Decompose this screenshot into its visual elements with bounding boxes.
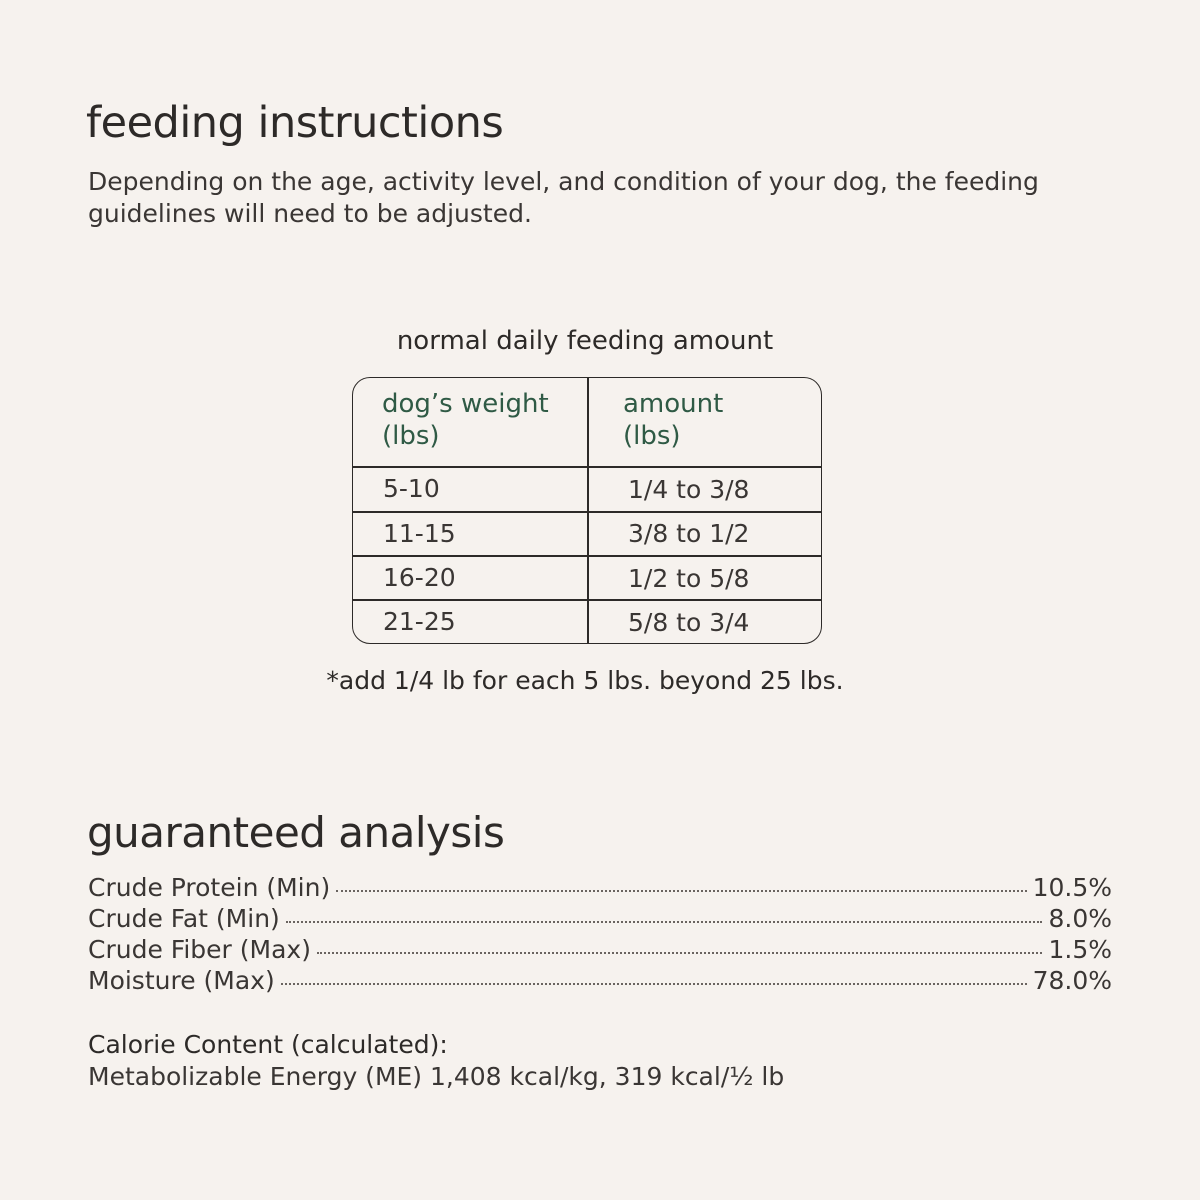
row-amount: 1/4 to 3/8 xyxy=(628,475,750,504)
row-amount: 3/8 to 1/2 xyxy=(628,519,750,548)
dot-leader xyxy=(281,983,1027,985)
analysis-value: 1.5% xyxy=(1048,935,1112,964)
header-dogs-weight-line2: (lbs) xyxy=(382,421,440,451)
analysis-label: Crude Protein (Min) xyxy=(88,873,331,902)
row-divider xyxy=(353,599,821,601)
header-amount-line2: (lbs) xyxy=(623,421,681,451)
calorie-content-value: Metabolizable Energy (ME) 1,408 kcal/kg, 319 kcal/½ lb xyxy=(88,1062,785,1091)
row-amount: 5/8 to 3/4 xyxy=(628,608,750,637)
analysis-row-fat xyxy=(88,904,1112,935)
feeding-table-title: normal daily feeding amount xyxy=(396,326,774,356)
row-weight: 11-15 xyxy=(383,519,456,548)
header-divider xyxy=(353,466,821,468)
feeding-instructions-description: Depending on the age, activity level, and condition of your dog, the feeding guidelines will need to be adjusted. xyxy=(88,167,1039,228)
row-weight: 21-25 xyxy=(383,607,456,636)
header-amount xyxy=(623,388,723,452)
header-dogs-weight-line1: dog’s weight xyxy=(382,389,549,419)
analysis-row-fiber xyxy=(88,935,1112,966)
row-divider xyxy=(353,511,821,513)
calorie-content-heading: Calorie Content (calculated): xyxy=(88,1030,448,1059)
header-amount-line1: amount xyxy=(623,389,724,419)
analysis-label: Moisture (Max) xyxy=(88,966,275,995)
row-weight: 5-10 xyxy=(383,474,440,503)
dot-leader xyxy=(317,952,1043,954)
feeding-table-note: *add 1/4 lb for each 5 lbs. beyond 25 lbs. xyxy=(326,666,844,695)
analysis-row-moisture xyxy=(88,966,1112,997)
analysis-row-protein xyxy=(88,873,1112,904)
dot-leader xyxy=(286,921,1043,923)
analysis-label: Crude Fat (Min) xyxy=(88,904,280,933)
row-weight: 16-20 xyxy=(383,563,456,592)
analysis-label: Crude Fiber (Max) xyxy=(88,935,311,964)
analysis-value: 10.5% xyxy=(1032,873,1112,902)
feeding-table xyxy=(352,377,822,644)
guaranteed-analysis-title: guaranteed analysis xyxy=(87,808,505,857)
analysis-value: 8.0% xyxy=(1048,904,1112,933)
dot-leader xyxy=(336,890,1026,892)
header-dogs-weight xyxy=(382,388,549,452)
analysis-value: 78.0% xyxy=(1032,966,1112,995)
row-divider xyxy=(353,555,821,557)
row-amount: 1/2 to 5/8 xyxy=(628,564,750,593)
feeding-instructions-title: feeding instructions xyxy=(86,98,504,148)
analysis-list xyxy=(88,873,1112,997)
